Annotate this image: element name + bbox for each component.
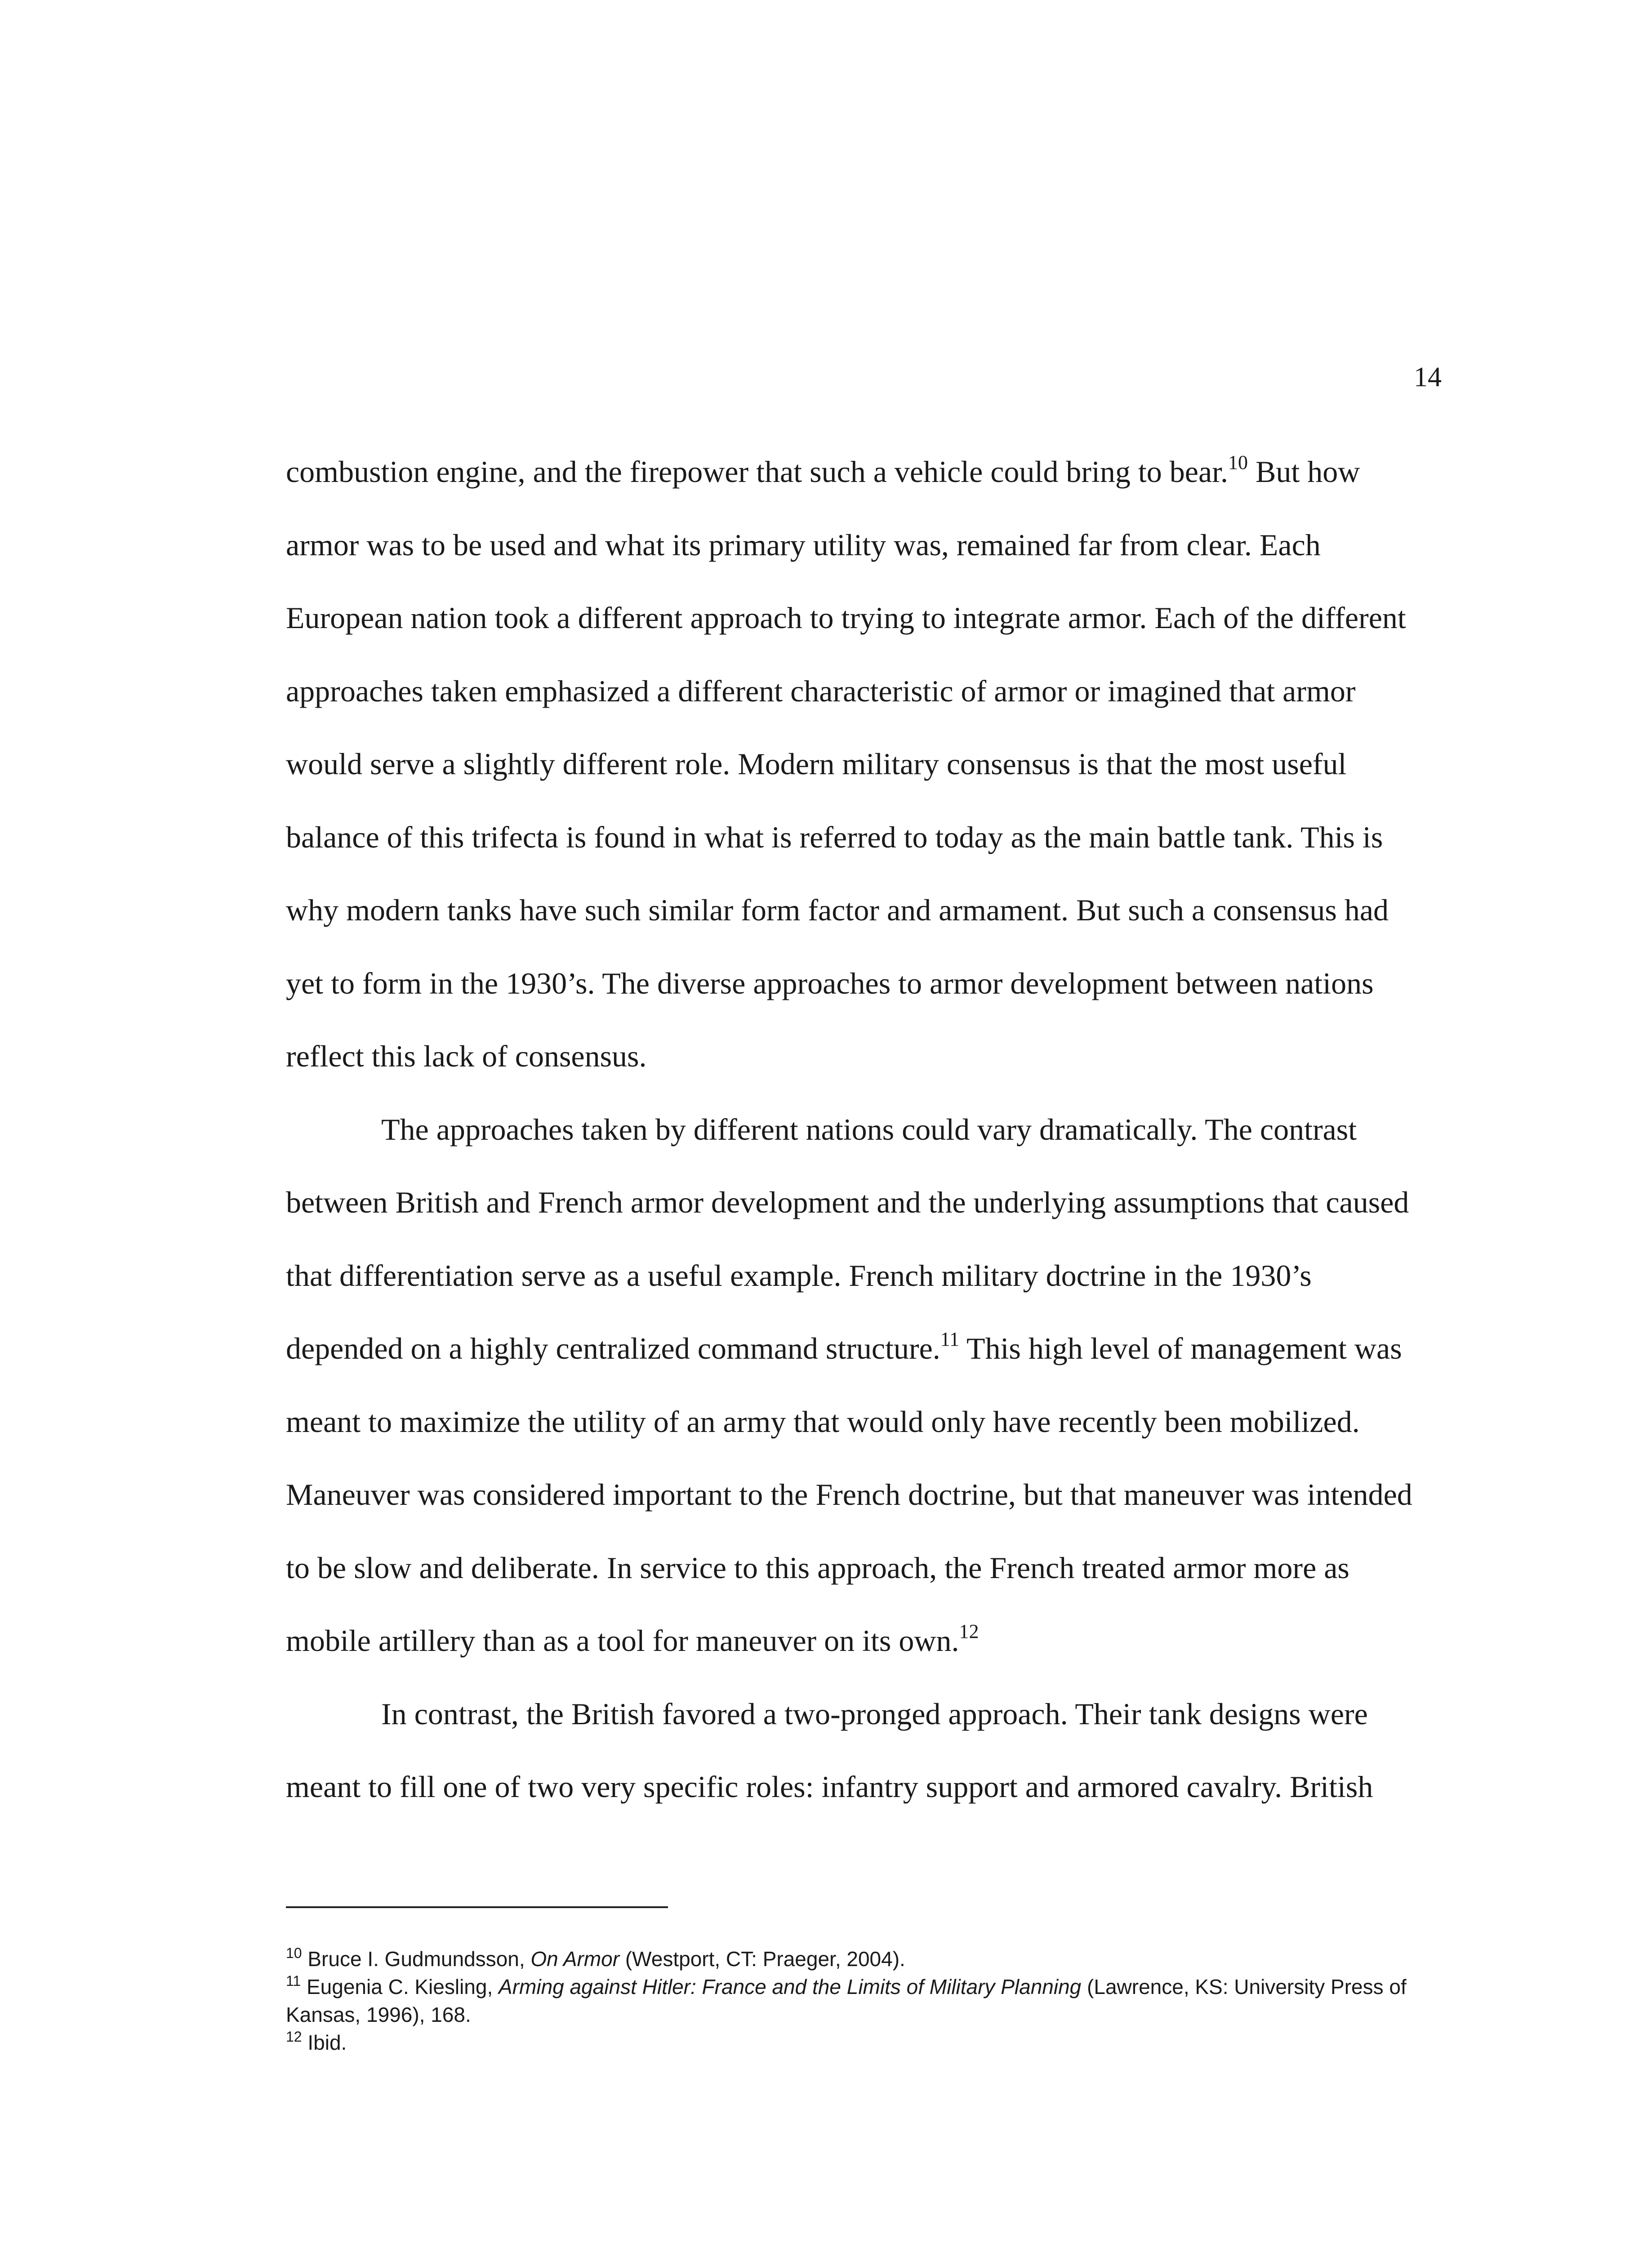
paragraph-text: But how armor was to be used and what its primary utility was, remained far from clear. Each European nation took a different approach to trying to integrate armor. Each of the different approaches taken emphasized a different characteristic of armor or imagined that armor would serve a slightly different role. Modern military consensus is that the most useful balance of this trifecta is found in what is referred to today as the main battle tank. This is why modern tanks have such similar form factor and armament. But such a consensus had yet to form in the 1930’s. The diverse approaches to armor development between nations reflect this lack of consensus. (286, 455, 1406, 1073)
paragraph-text: The approaches taken by different nations could vary dramatically. The contrast between British and French armor development and the underlying assumptions that caused that differentiation serve as a useful example. French military doctrine in the 1930’s depended on a highly centralized command structure. (286, 1112, 1409, 1365)
footnote-10 (286, 1945, 1437, 1973)
paragraph-text: In contrast, the British favored a two-pronged approach. Their tank designs were meant to fill one of two very specific roles: infantry support and armored cavalry. British (286, 1696, 1373, 1804)
paragraph-1 (286, 435, 1432, 1093)
footnote-separator (286, 1906, 668, 1908)
footnote-citation: Bruce I. Gudmundsson, (307, 1947, 531, 1971)
footnote-title: On Armor (530, 1947, 620, 1971)
footnote-citation-details: (Westport, CT: Praeger, 2004). (619, 1947, 905, 1971)
footnote-reference-10: 10 (1228, 451, 1248, 474)
footnote-number: 11 (286, 1972, 301, 1989)
footnote-citation: Eugenia C. Kiesling, (307, 1975, 499, 1998)
body-text (286, 435, 1432, 1824)
paragraph-text: combustion engine, and the firepower that such a vehicle could bring to bear. (286, 455, 1229, 489)
paragraph-text: This high level of management was meant to maximize the utility of an army that would only have recently been mobilized. Maneuver was considered important to the French doctrine, but that maneuver was intended to be slow and deliberate. In service to this approach, the French treated armor more as mobile artillery than as a tool for maneuver on its own. (286, 1331, 1412, 1658)
paragraph-2 (286, 1093, 1432, 1677)
page-number: 14 (1414, 362, 1442, 393)
footnote-12 (286, 2029, 1437, 2056)
paragraph-3 (286, 1677, 1432, 1824)
footnote-11 (286, 1973, 1437, 2029)
footnote-reference-11: 11 (940, 1328, 960, 1351)
footnote-citation-details: (Lawrence, KS: University Press of Kansas, 1996), 168. (286, 1975, 1407, 2026)
footnote-title: Arming against Hitler: France and the Limits of Military Planning (499, 1975, 1082, 1998)
footnote-citation: Ibid. (307, 2031, 347, 2054)
footnote-reference-12: 12 (959, 1620, 979, 1643)
footnote-number: 12 (286, 2028, 302, 2045)
footnote-number: 10 (286, 1945, 302, 1961)
footnotes (286, 1945, 1437, 2056)
